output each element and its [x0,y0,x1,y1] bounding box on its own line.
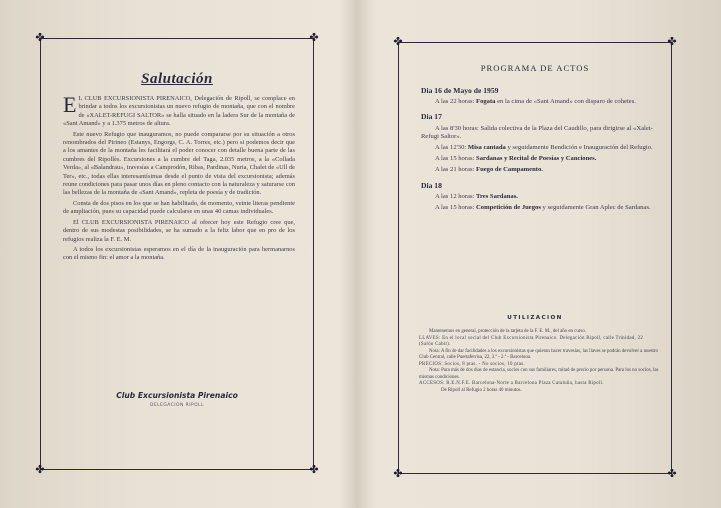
program-item: A las 15 horas: Competición de Juegos y seguidamente Gran Aplec de Sardanas. [435,204,651,212]
paragraph: A todos los excursionistas esperamos en el día de la inauguración para hermanarnos con el mismo fin: el amor a la montaña. [63,245,295,262]
right-page [356,0,721,508]
paragraph: Este nuevo Refugio que inauguramos, no puede compararse por su situación a otros renombrados del Pirineo (Estanys, Engorgs, C. A. Torres, etc.) pero si podemos decir que a los amantes de la montaña les facilitará el poder conocer con detalle buena parte de las cumbres del Ripollès. Excursiones a la cumbre del Taga, 2.035 metros, a la «Collada Verda», al «Balandrau», travesías a Camprodón, Ribas, Pardinas, Nuria, Chalet de «Ull de Ter», etc., todas ellas interesantísimas desde el punto de vista del excursionista; además reune condiciones para pasar unos días en pleno contacto con la naturaleza y saturarse con las bellezas de la montaña de «Sant Amand», repleta de poesía y de tradición. [63,130,295,197]
salutation-title: Salutación [141,71,213,87]
utilization-title: UTILIZACION [507,315,563,321]
corner-ornament-icon: ✤ [309,463,319,476]
util-line: De Ripoll al Refugio 2 horas 40 minutos. [441,387,522,393]
corner-ornament-icon: ✤ [35,463,45,476]
salutation-body [63,92,295,265]
program-item: A las 21 horas: Fuego de Campamento. [435,166,543,174]
program-title: PROGRAMA DE ACTOS [480,63,590,73]
util-line: Nota: A fin de dar facilidades a los excursionistas que quieran hacer travesías, las llaves se podrán devolver a nuestro Club Central, calle Puertaferrisa, 22, 3.º - 2.ª - Barcelona. [419,348,658,360]
day-heading: Dia 16 de Mayo de 1959 [421,86,499,95]
signature: Club Excursionista Pirenaico [116,391,238,400]
util-line: LLAVES: En el local social del Club Excursionista Pirenaico. Delegación Ripoll, calle Trinidad, 22 (Salón Cabit). [419,335,644,347]
paragraph: El CLUB EXCURSIONISTA PIRENAICO al ofrecer hoy este Refugio cree que, dentro de sus modestas posibilidades, se ha sumado a la feliz labor que en pro de los refugios realiza la F. E. M. [63,218,295,243]
day-heading: Dia 18 [421,180,442,190]
util-line: ACCESOS: R.E.N.F.E. Barcelona-Norte a Barcelona Plaza Cataluña, hasta Ripoll. [419,381,604,386]
paragraph: Consta de dos pisos en los que se han habilitado, de momento, veinte literas pendiente de ampliación, pues su capacidad puede calcularse en unas 40 camas individuales. [63,199,295,216]
signature-subtitle: DELEGACION RIPOLL [149,403,205,408]
program-list [421,87,657,215]
program-item: A las 22 horas: Fogata en la cima de «Sant Amand» con disparo de cohetes. [435,98,636,106]
corner-ornament-icon: ✤ [35,31,45,44]
corner-ornament-icon: ✤ [667,467,677,480]
drop-cap: E [63,92,77,117]
corner-ornament-icon: ✤ [667,35,677,48]
program-item: A las 12'30: Misa cantada y seguidamente Bendición e Inauguración del Refugio. [435,144,653,152]
right-page-frame [393,35,677,480]
util-line: Mantenemos en general, protección de la tarjeta de la F. E. M., del año en curso. [429,329,587,334]
util-line: PRECIOS: Socios, 8 ptas. - No socios, 10 ptas. [419,361,525,367]
left-page-frame [35,31,319,476]
corner-ornament-icon: ✤ [309,31,319,44]
left-page [0,0,356,508]
corner-ornament-icon: ✤ [393,35,403,48]
program-item: A las 12 horas: Tres Sardanas. [435,192,518,200]
util-line: Nota: Para más de dos días de estancia, socios con sus familiares, mitad de precio por persona. Para los no socios, las mismas condiciones. [419,368,659,380]
paragraph: E L CLUB EXCURSIONISTA PIRENAICO, Delegación de Ripoll, se complace en brindar a todos los excursionistas un nuevo refugio de montaña, que con el nombre de «XALET-REFUGI SALTOR» se halla situado en la ladera Sur de la montaña de «Sant Amand» y a 1.375 metros de altura. [63,92,295,128]
program-item: A las 8'30 horas: Salida colectiva de la Plaza del Caudillo, para dirigirse al «Xalet-Refugi Saltor». [421,124,653,140]
day-heading: Dia 17 [421,112,442,122]
program-item: A las 15 horas: Sardanas y Recital de Poesías y Canciones. [435,155,597,163]
corner-ornament-icon: ✤ [393,467,403,480]
utilization-notes [419,329,659,394]
